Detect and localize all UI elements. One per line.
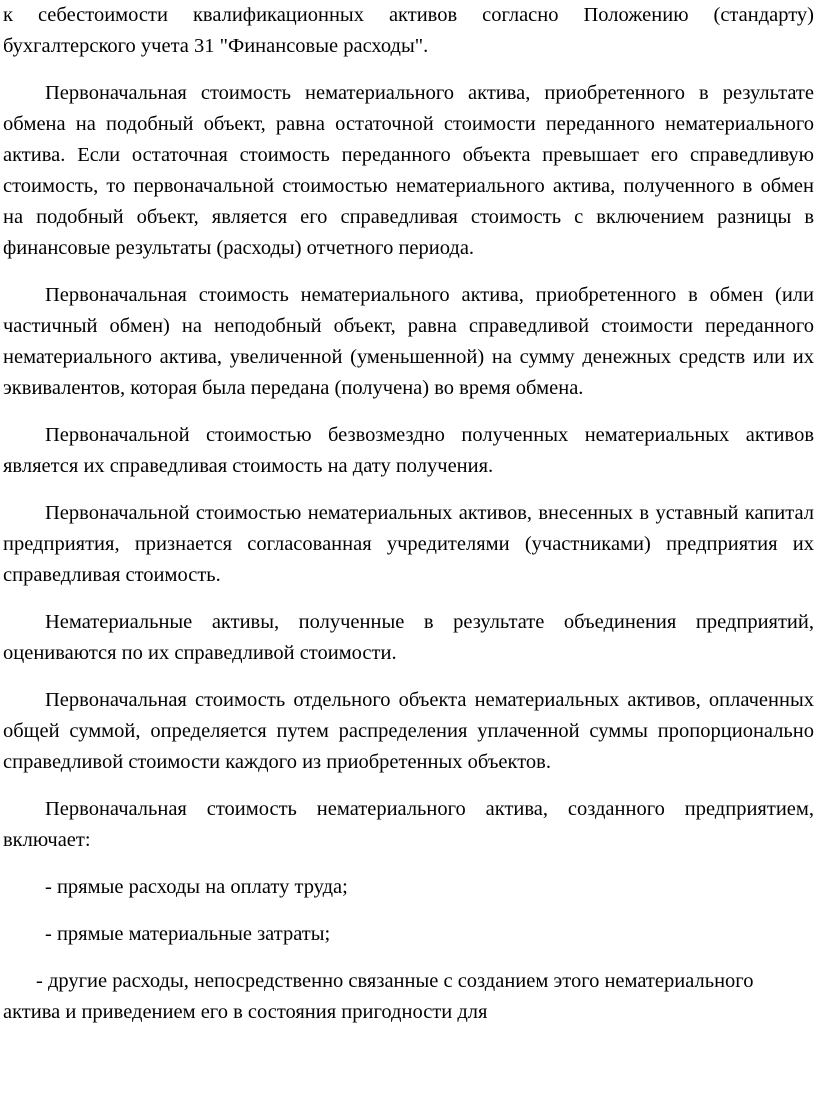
- list-item-other-expenses: - другие расходы, непосредственно связанные с созданием этого нематериального актива и приведением его в состояния пригодности для: [3, 970, 754, 1023]
- paragraph-merger: Нематериальные активы, полученные в результате объединения предприятий, оцениваются по их справедливой стоимости.: [3, 611, 814, 664]
- paragraph-lump-sum: Первоначальная стоимость отдельного объекта нематериальных активов, оплаченных общей суммой, определяется путем распределения уплаченной суммы пропорционально справедливой стоимости каждого из приобретенных объектов.: [3, 689, 814, 773]
- paragraph-exchange-dissimilar: Первоначальная стоимость нематериального актива, приобретенного в обмен (или частичный обмен) на неподобный объект, равна справедливой стоимости переданного нематериального актива, увеличенной (уменьшенной) на сумму денежных средств или их эквивалентов, которая была передана (получена) во время обмена.: [3, 284, 814, 399]
- paragraph-free-received: Первоначальной стоимостью безвозмездно полученных нематериальных активов является их справедливая стоимость на дату получения.: [3, 424, 814, 477]
- paragraph-exchange-similar: Первоначальная стоимость нематериального актива, приобретенного в результате обмена на подобный объект, равна остаточной стоимости переданного нематериального актива. Если остаточная стоимость переданного объекта превышает его справедливую стоимость, то первоначальной стоимостью нематериального актива, полученного в обмен на подобный объект, является его справедливая стоимость с включением разницы в финансовые результаты (расходы) отчетного периода.: [3, 82, 814, 259]
- paragraph-continuation: к себестоимости квалификационных активов согласно Положению (стандарту) бухгалтерского учета 31 "Финансовые расходы".: [3, 4, 814, 57]
- list-item-labor: - прямые расходы на оплату труда;: [45, 876, 348, 898]
- list-item-materials: - прямые материальные затраты;: [45, 923, 331, 945]
- paragraph-share-capital: Первоначальной стоимостью нематериальных активов, внесенных в уставный капитал предприятия, признается согласованная учредителями (участниками) предприятия их справедливая стоимость.: [3, 502, 814, 586]
- paragraph-self-created: Первоначальная стоимость нематериального актива, созданного предприятием, включает:: [3, 798, 814, 851]
